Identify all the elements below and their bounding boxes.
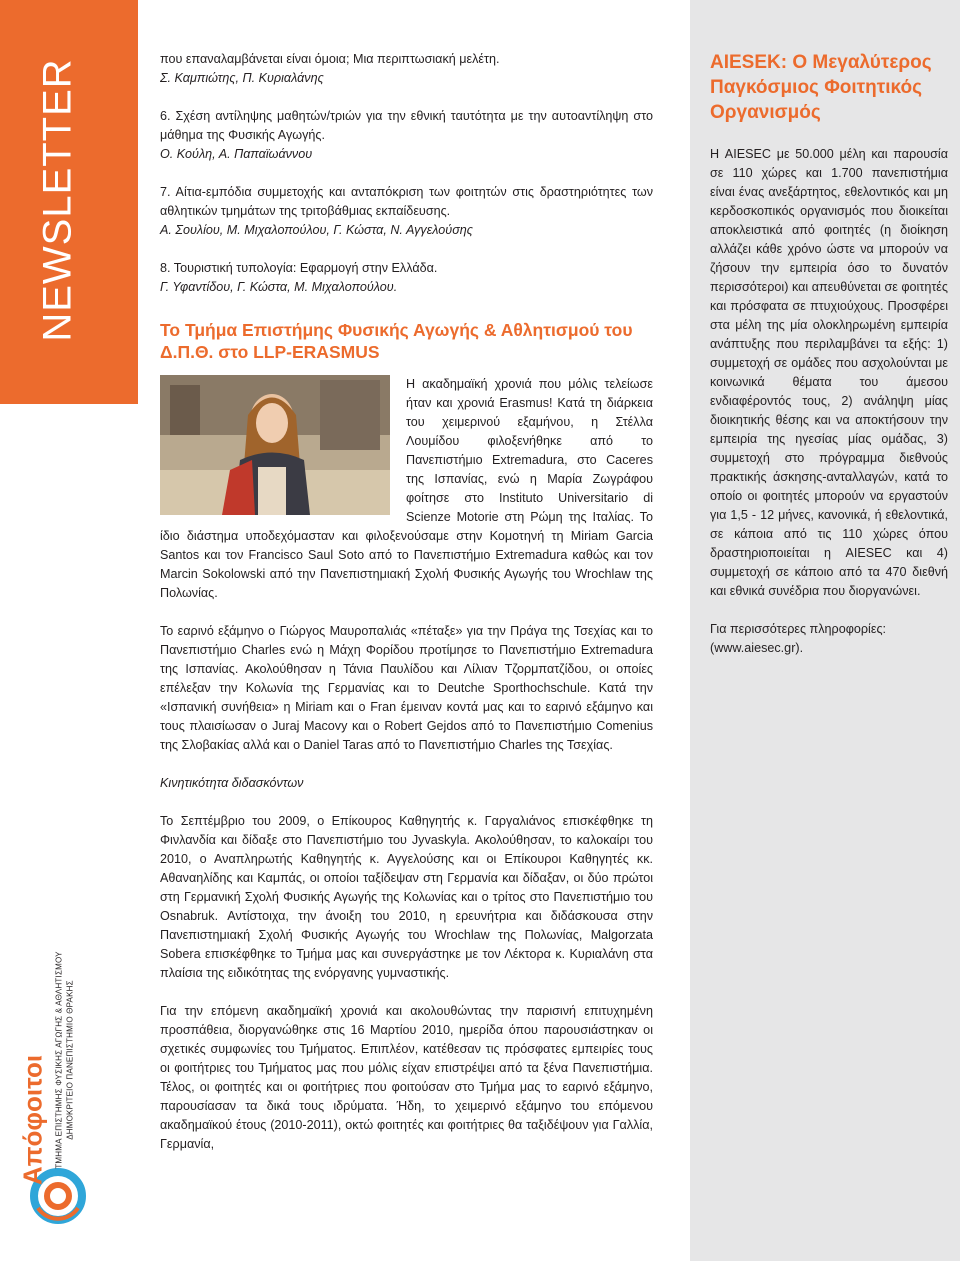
newsletter-banner — [0, 0, 138, 404]
article-paragraph-4: Για την επόμενη ακαδημαϊκή χρονιά και ακολουθώντας την παρισινή επιτυχημένη προσπάθεια, διοργανώθηκε στις 16 Μαρτίου 2010, ημερίδα όπου παρουσιάστηκαν οι σχετικές συμφωνίες του Τμήματος. Επιπλέον, κατέθεσαν τις πρόσφατες εμπειρίες τους οι φοιτήτριες του Τμήματος μας που μόλις είχαν επιστρέψει από τα ξένα Πανεπιστήμια. Τέλος, οι φοιτητές και οι φοιτήτριες που φοιτούσαν στο Τμήμα μας το εαρινό εξάμηνο, παρουσίασαν τα δικά τους ιδρύματα. Ήδη, το χειμερινό εξάμηνο του επόμενου ακαδημαϊκού έτους (2010-2011), οκτώ φοιτητές και φοιτήτριες θα ταξιδέψουν για Γαλλία, Γερμανία, — [160, 1004, 653, 1151]
logo-title: Απόφοιτοι — [17, 1054, 48, 1186]
sidebar-paragraph-1: Η AIESEC με 50.000 μέλη και παρουσία σε 110 χώρες και 1.700 πανεπιστήμια είναι ένας ανεξάρτητος, εθελοντικός και μη κερδοσκοπικός οργανισμός που διοικείται αποκλειστικά από φοιτητές (η διοίκηση αλλάζει κάθε χρόνο ώστε να μπορούν να ζήσουν την εμπειρία όσο το δυνατόν περισσότεροι) και απευθύνεται σε φοιτητές και πρόσφατα σε πτυχιούχους. Προσφέρει στα μέλη της μία ολοκληρωμένη εμπειρία ανάπτυξης που περιλαμβάνει τα εξής: 1) συμμετοχή σε ομάδες που ασχολούνται με κοινωνικά θέματα του άμεσου ενδιαφέροντός τους, 2) ανάληψη μίας διοικητικής θέσης και να αποκτήσουν την εμπειρία της ηγεσίας μίας ομάδας, 3) συμμετοχή στο πρόγραμμα διεθνούς πρακτικής άσκησης-ανταλλαγών, κατά το οποίο οι φοιτητές μπορούν να εργαστούν για 1,5 - 12 μήνες, κανονικά, ή εθελοντικά, σε κάποια από τις 110 χώρες όπου δραστηριοποιείται η AIESEC και 4) συμμετοχή σε κάποιο από τα 470 διεθνή και εθνικά συνέδρια που διοργανώνει. — [710, 147, 948, 598]
list-item-6-authors: Ο. Κούλη, Α. Παπαϊωάννου — [160, 147, 313, 161]
main-column — [160, 50, 653, 1154]
student-photo — [160, 375, 390, 515]
logo-subtitle-university: ΔΗΜΟΚΡΙΤΕΙΟ ΠΑΝΕΠΙΣΤΗΜΙΟ ΘΡΑΚΗΣ — [65, 980, 75, 1140]
sidebar — [690, 0, 960, 1261]
sidebar-paragraph-2: Για περισσότερες πληροφορίες: (www.aiesec.gr). — [710, 622, 887, 655]
article-subheading: Κινητικότητα διδασκόντων — [160, 776, 304, 790]
article-title: Το Τμήμα Επιστήμης Φυσικής Αγωγής & Αθλητισμού του Δ.Π.Θ. στο LLP-ERASMUS — [160, 320, 633, 362]
left-band — [0, 0, 138, 1261]
list-item-5-continued: που επαναλαμβάνεται είναι όμοια; Μια περιπτωσιακή μελέτη. — [160, 52, 500, 66]
newsletter-label: NEWSLETTER — [35, 58, 80, 342]
sidebar-title: AIESEK: Ο Μεγαλύτερος Παγκόσμιος Φοιτητικός Οργανισμός — [710, 52, 932, 123]
list-item-5-authors: Σ. Καμπιώτης, Π. Κυριαλάνης — [160, 71, 324, 85]
article-paragraph-1: Η ακαδημαϊκή χρονιά που μόλις τελείωσε ήταν και χρονιά Erasmus! Κατά τη διάρκεια του χειμερινού εξαμήνου, η Στέλλα Λουμίδου φιλοξενήθηκε από το Πανεπιστήμιο Extremadura, στο Caceres της Ισπανίας, ενώ η Μαρία Ζωγράφου φοίτησε στο Instituto Universitario di Scienze Motorie στη Ρώμη της Ιταλίας. Το ίδιο διάστημα υποδεχόμασταν και φιλοξενούσαμε στην Κομοτηνή τη Miriam Garcia Santos και τον Francisco Saul Soto από το Πανεπιστήμιο Extremadura καθώς και τον Marcin Sokolowski από την Πανεπιστημιακή Σχολή Φυσικής Αγωγής του Wrochlaw της Πολωνίας. — [160, 377, 653, 600]
article-paragraph-2: Το εαρινό εξάμηνο ο Γιώργος Μαυροπαλιάς «πέταξε» για την Πράγα της Τσεχίας και το Πανεπιστήμιο Charles ενώ η Μάχη Φορίδου προτίμησε το Πανεπιστήμιο Extremadura της Ισπανίας. Ακολούθησαν η Τάνια Παυλίδου και Λίλιαν Τζορμπατζίδου, οι οποίες επέλεξαν την Κολωνία της Γερμανίας και το Deutche Sporthochschule. Κατά την «Ισπανική συνήθεια» η Miriam και ο Fran έμειναν κοντά μας και το εαρινό εξάμηνο και τους πλαισίωσαν ο Juraj Macovy και ο Robert Gejdos από το Πανεπιστήμιο Comenius της Σλοβακίας αλλά και ο Daniel Taras από το Πανεπιστήμιο Charles της Τσεχίας. — [160, 624, 653, 752]
list-item-6-title: 6. Σχέση αντίληψης μαθητών/τριών για την εθνική ταυτότητα με την αυτοαντίληψη στο μάθημα της Φυσικής Αγωγής. — [160, 109, 653, 142]
list-item-7-authors: Α. Σουλίου, Μ. Μιχαλοπούλου, Γ. Κώστα, Ν. Αγγελούσης — [160, 223, 473, 237]
list-item-8-title: 8. Τουριστική τυπολογία: Εφαρμογή στην Ελλάδα. — [160, 261, 438, 275]
list-item-7-title: 7. Αίτια-εμπόδια συμμετοχής και ανταπόκριση των φοιτητών στις δραστηριότητες των αθλητικών τμημάτων της τριτοβάθμιας εκπαίδευσης. — [160, 185, 653, 218]
sidebar-content — [710, 50, 948, 658]
logo-subtitle-department: ΤΜΗΜΑ ΕΠΙΣΤΗΜΗΣ ΦΥΣΙΚΗΣ ΑΓΩΓΗΣ & ΑΘΛΗΤΙΣΜΟΥ — [54, 951, 64, 1169]
article-paragraph-3: Το Σεπτέμβριο του 2009, ο Επίκουρος Καθηγητής κ. Γαργαλιάνος επισκέφθηκε τη Φινλανδία και δίδαξε στο Πανεπιστήμιο του Jyvaskyla. Ακολούθησαν, το καλοκαίρι του 2010, ο Αναπληρωτής Καθηγητής κ. Αγγελούσης και οι Επίκουροι Καθηγητές κκ. Αθαναηλίδης και Καμπάς, οι οποίοι ταξίδεψαν στη Γερμανία και δίδαξαν, οι δύο πρώτοι στη Γερμανική Σχολή Φυσικής Αγωγής της Κολωνίας και ο τρίτος στο Πανεπιστήμιο του Osnabruk. Αντίστοιχα, την άνοιξη του 2010, η ερευνήτρια και διδάσκουσα στην Πανεπιστημιακή Σχολή Φυσικής Αγωγής του Wrochlaw της Πολωνίας, Malgorzata Sobera επισκέφθηκε το Τμήμα μας και συνεργάστηκε με τον Λέκτορα κ. Κυριαλάνη στα πλαίσια της ειδικότητας της ενόργανης γυμναστικής. — [160, 814, 653, 980]
list-item-8-authors: Γ. Υφαντίδου, Γ. Κώστα, Μ. Μιχαλοπούλου. — [160, 280, 398, 294]
